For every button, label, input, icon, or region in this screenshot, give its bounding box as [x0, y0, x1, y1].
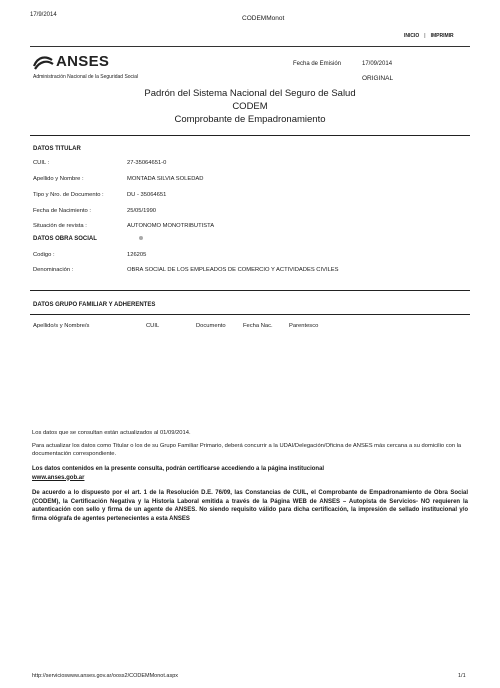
note-actualizar-datos: Para actualizar los datos como Titular o los de su Grupo Familiar Primario, deberá concurrir a la UDAI/Delegación/Oficina de ANSES más cercana a su domicilio con la documentación correspondiente.	[32, 443, 462, 457]
documento-value: DU - 35064651	[127, 192, 167, 198]
logo-text: ANSES	[56, 53, 110, 70]
note-resolucion: De acuerdo a lo dispuesto por el art. 1 de la Resolución D.E. 76/09, las Constancias de CUIL, el Comprobante de Empadronamiento de Obra Social (CODEM), la Certificación Negativa y la Historia Laboral emitida a través de la Página WEB de ANSES – Autopista de Servicios- NO requieren la autenticación con sello y firma de un agente de ANSES. No siendo requisito válido para dicha certificación, la impresión de sellado institucional y/o firma ológrafa de agentes pertenecientes a esta ANSES	[32, 490, 468, 522]
obra-social-section-title: DATOS OBRA SOCIAL	[33, 236, 97, 242]
emision-label: Fecha de Emisión	[293, 61, 342, 67]
page-subtitle: CODEM	[232, 101, 268, 112]
anses-link[interactable]: www.anses.gob.ar	[32, 474, 85, 481]
col-fecha-nac: Fecha Nac.	[243, 323, 273, 329]
note-certificacion-text: Los datos contenidos en la presente consulta, podrán certificarse accediendo a la página institucional	[32, 466, 325, 472]
print-title: CODEMMonot	[242, 15, 285, 22]
nacimiento-value: 25/05/1990	[127, 208, 157, 214]
nacimiento-label: Fecha de Nacimiento :	[33, 208, 91, 214]
logo-subtitle: Administración Nacional de la Seguridad Social	[33, 74, 139, 80]
footer-url: http://servicioswww.anses.gov.ar/ooss2/CODEMMonot.aspx	[32, 673, 179, 679]
obra-social-divider	[30, 290, 470, 291]
grupo-familiar-divider	[30, 314, 470, 315]
page-title: Padrón del Sistema Nacional del Seguro de Salud	[144, 88, 356, 99]
note-actualizacion: Los datos que se consultan están actualizados al 01/09/2014.	[32, 430, 191, 436]
col-parentesco: Parentesco	[289, 323, 319, 329]
anses-logo-icon	[32, 54, 54, 70]
codigo-value: 126205	[127, 252, 147, 258]
emision-value: 17/09/2014	[362, 61, 393, 67]
link-separator: |	[424, 33, 426, 39]
denominacion-label: Denominación :	[33, 267, 74, 273]
col-nombre: Apellido/s y Nombre/s	[33, 323, 90, 329]
footer-page-number: 1/1	[458, 673, 466, 679]
titular-section-title: DATOS TITULAR	[33, 146, 81, 152]
original-status: ORIGINAL	[362, 75, 394, 82]
print-date: 17/9/2014	[30, 12, 57, 18]
note-certificacion	[32, 465, 468, 482]
top-links	[404, 33, 454, 39]
col-cuil: CUIL	[146, 323, 160, 329]
cuil-label: CUIL :	[33, 160, 50, 166]
inicio-link[interactable]: INICIO	[404, 33, 420, 39]
page-subtitle-2: Comprobante de Empadronamiento	[174, 114, 326, 125]
scan-mark	[139, 236, 143, 240]
nombre-value: MONTADA SILVIA SOLEDAD	[127, 176, 204, 182]
anses-logo	[32, 53, 109, 70]
denominacion-value: OBRA SOCIAL DE LOS EMPLEADOS DE COMERCIO Y ACTIVIDADES CIVILES	[127, 267, 339, 273]
documento-label: Tipo y Nro. de Documento :	[33, 192, 104, 198]
revista-value: AUTONOMO MONOTRIBUTISTA	[127, 223, 215, 229]
nombre-label: Apellido y Nombre :	[33, 176, 84, 182]
cuil-value: 27-35064651-0	[127, 160, 167, 166]
codigo-label: Codigo :	[33, 252, 55, 258]
revista-label: Situación de revista :	[33, 223, 87, 229]
col-documento: Documento	[196, 323, 226, 329]
imprimir-link[interactable]: IMPRIMIR	[430, 33, 454, 39]
heading-divider	[30, 135, 470, 136]
top-divider	[30, 46, 470, 47]
grupo-familiar-section-title: DATOS GRUPO FAMILIAR Y ADHERENTES	[33, 302, 156, 308]
